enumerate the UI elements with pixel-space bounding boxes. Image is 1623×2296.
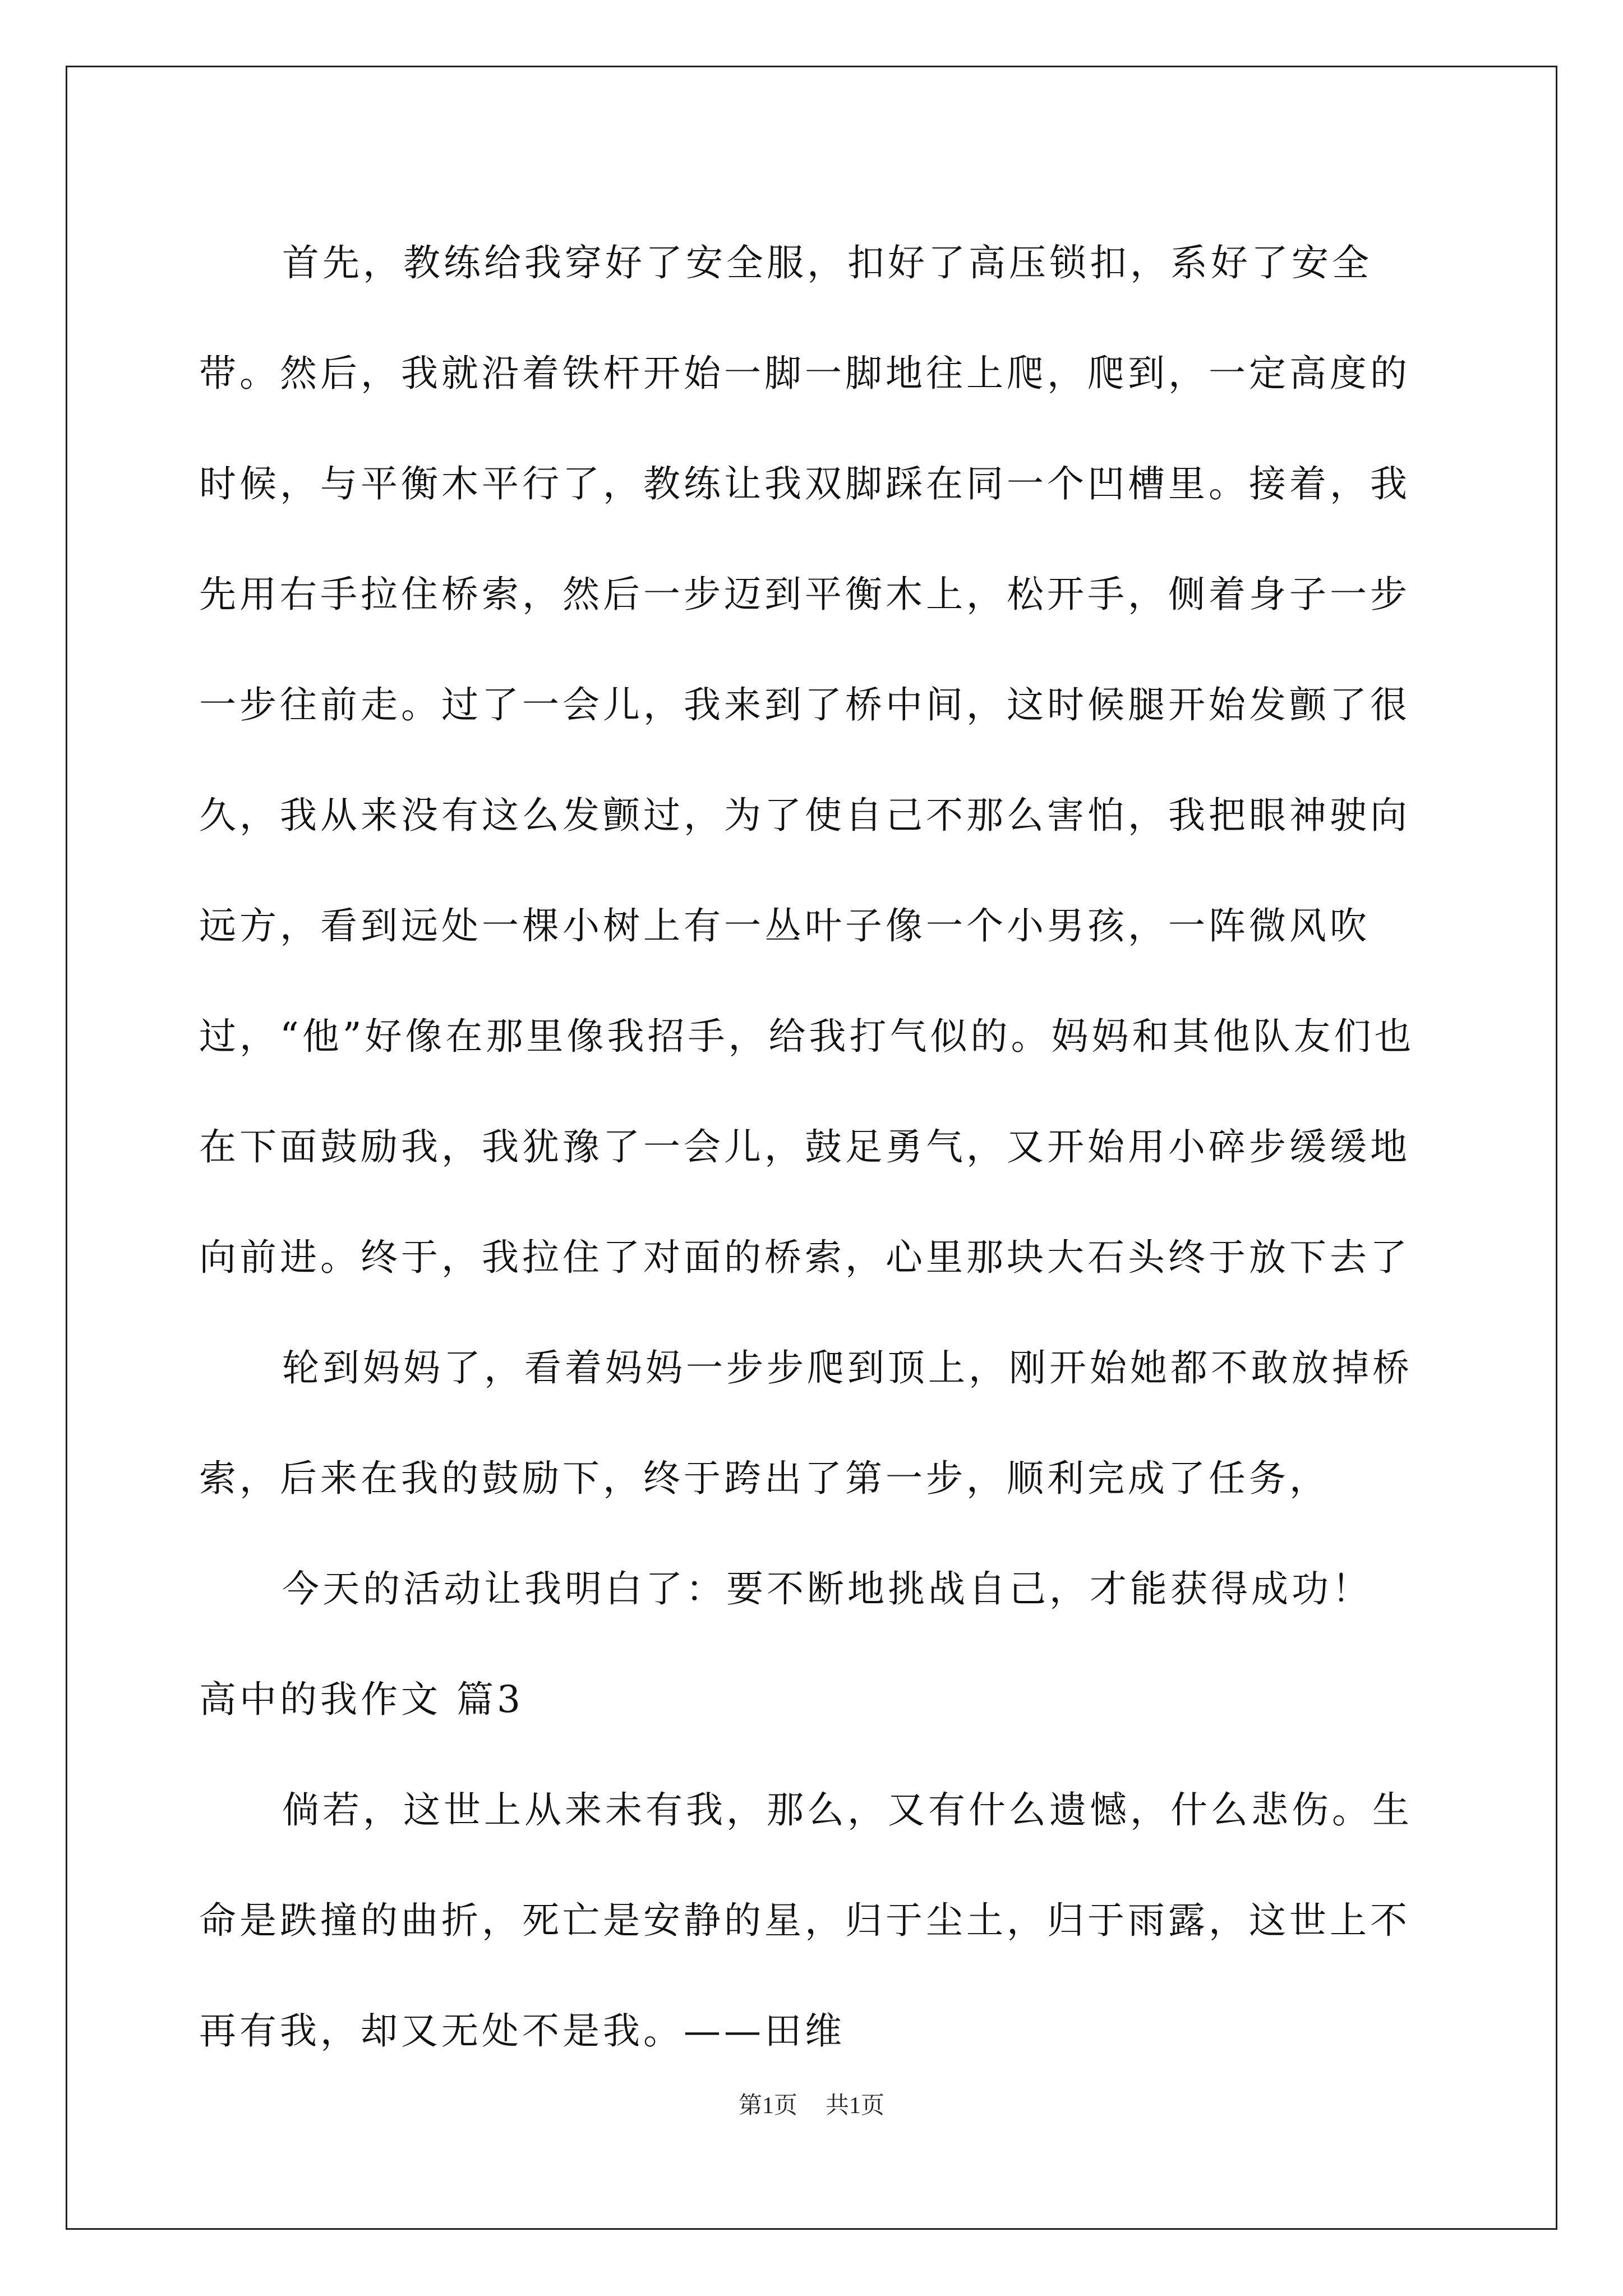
section-heading: 高中的我作文 篇3 xyxy=(199,1678,524,1721)
page-total: 共1页 xyxy=(826,2093,885,2119)
paragraph: 轮到妈妈了，看着妈妈一步步爬到顶上，刚开始她都不敢放掉桥索，后来在我的鼓励下，终于跨出了第一步，顺利完成了任务， xyxy=(199,1346,1413,1500)
page-number: 第1页 xyxy=(738,2093,797,2119)
paragraph: 今天的活动让我明白了：要不断地挑战自己，才能获得成功！ xyxy=(282,1567,1372,1611)
paragraph: 首先，教练给我穿好了安全服，扣好了高压锁扣，系好了安全带。然后，我就沿着铁杆开始一脚一脚地往上爬，爬到，一定高度的时候，与平衡木平行了，教练让我双脚踩在同一个凹槽里。接着，我先用右手拉住桥索，然后一步迈到平衡木上，松开手，侧着身子一步一步往前走。过了一会儿，我来到了桥中间，这时候腿开始发颤了很久，我从来没有这么发颤过，为了使自己不那么害怕，我把眼神驶向远方，看到远处一棵小树上有一丛叶子像一个小男孩，一阵微风吹过，“他”好像在那里像我招手，给我打气似的。妈妈和其他队友们也在下面鼓励我，我犹豫了一会儿，鼓足勇气，又开始用小碎步缓缓地向前进。终于，我拉住了对面的桥索，心里那块大石头终于放下去了 xyxy=(199,241,1415,1279)
document-body xyxy=(199,208,1433,2086)
page-footer xyxy=(0,2087,1623,2120)
paragraph: 倘若，这世上从来未有我，那么，又有什么遗憾，什么悲伤。生命是跌撞的曲折，死亡是安静的星，归于尘土，归于雨露，这世上不再有我，却又无处不是我。——田维 xyxy=(199,1788,1413,2053)
